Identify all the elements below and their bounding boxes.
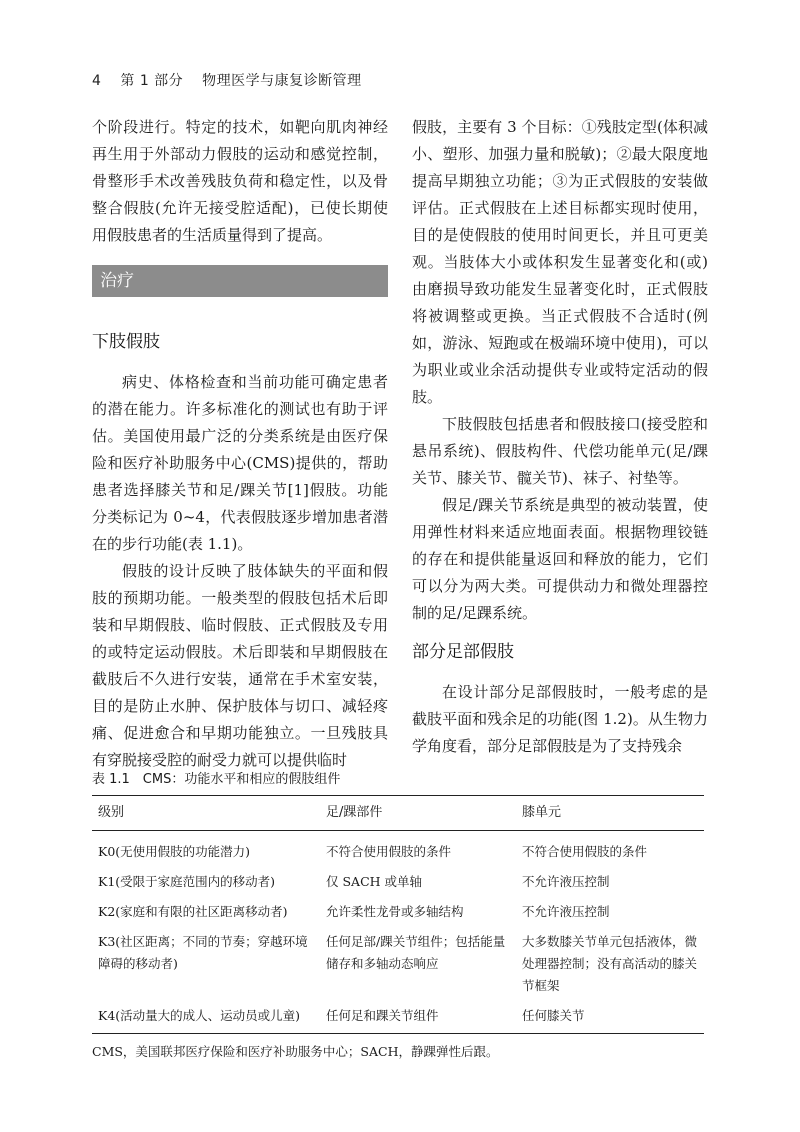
- table-cell: K1(受限于家庭范围内的移动者): [98, 874, 276, 889]
- body-paragraph: 假足/踝关节系统是典型的被动装置，使用弹性材料来适应地面表面。根据物理铰链的存在和提供能量返回和释放的能力，它们可以分为两大类。可提供动力和微处理器控制的足/足踝系统。: [412, 496, 708, 622]
- column-header-knee-unit: 膝单元: [522, 805, 562, 820]
- right-column: [412, 114, 708, 760]
- table-cell: K4(活动量大的成人、运动员或儿童): [98, 1008, 301, 1023]
- table-cell: 不允许液压控制: [522, 874, 610, 889]
- table-cell: 不允许液压控制: [522, 904, 610, 919]
- table-footnote: CMS，美国联邦医疗保险和医疗补助服务中心；SACH，静踝弹性后跟。: [92, 1044, 499, 1059]
- table-cell: 不符合使用假肢的条件: [522, 844, 648, 859]
- body-paragraph: 在设计部分足部假肢时，一般考虑的是截肢平面和残余足的功能(图 1.2)。从生物力学角度看，部分足部假肢是为了支持残余: [412, 683, 708, 755]
- table-row: [92, 831, 704, 870]
- table-cell: K2(家庭和有限的社区距离移动者): [98, 904, 288, 919]
- table-row: [92, 1003, 704, 1034]
- table-cell: 任何足部/踝关节组件；包括能量储存和多轴动态响应: [326, 934, 506, 971]
- body-paragraph: 假肢的设计反映了肢体缺失的平面和假肢的预期功能。一般类型的假肢包括术后即装和早期假肢、临时假肢、正式假肢及专用的或特定运动假肢。术后即装和早期假肢在截肢后不久进行安装，通常在手术室安装，目的是防止水肿、保护肢体与切口、减轻疼痛、促进愈合和早期功能独立。一旦残肢具有穿脱接受腔的耐受力就可以提供临时: [92, 562, 388, 769]
- table-row: [92, 929, 704, 1003]
- part-label: 第 1 部分: [120, 73, 184, 89]
- table-cell: K0(无使用假肢的功能潜力): [98, 844, 251, 859]
- table-1-1: [92, 768, 704, 1060]
- body-paragraph: 下肢假肢包括患者和假肢接口(接受腔和悬吊系统)、假肢构件、代偿功能单元(足/踝关节、膝关节、髋关节)、袜子、衬垫等。: [412, 415, 708, 487]
- table-row: [92, 899, 704, 929]
- table-caption: 表 1.1 CMS：功能水平和相应的假肢组件: [92, 772, 341, 787]
- table-cell: 大多数膝关节单元包括液体，微处理器控制；没有高活动的膝关节框架: [522, 934, 698, 993]
- table-cell: 不符合使用假肢的条件: [326, 844, 452, 859]
- subsection-heading-lower-limb: 下肢假肢: [92, 332, 160, 352]
- page-number: 4: [92, 73, 102, 89]
- table-cell: 仅 SACH 或单轴: [326, 874, 423, 889]
- table-cell: 任何足和踝关节组件: [326, 1008, 439, 1023]
- column-header-foot-ankle: 足/踝部件: [326, 805, 383, 820]
- table-row: [92, 869, 704, 899]
- section-heading-treatment: 治疗: [92, 265, 388, 297]
- intro-paragraph: 个阶段进行。特定的技术，如靶向肌肉神经再生用于外部动力假肢的运动和感觉控制，骨整形手术改善残肢负荷和稳定性，以及骨整合假肢(允许无接受腔适配)，已使长期使用假肢患者的生活质量得到了提高。: [92, 118, 388, 244]
- subsection-heading-partial-foot: 部分足部假肢: [412, 642, 514, 662]
- column-header-level: 级别: [98, 805, 125, 820]
- table-header-row: [92, 796, 704, 831]
- cms-functional-level-table: [92, 795, 704, 1034]
- body-paragraph: 病史、体格检查和当前功能可确定患者的潜在能力。许多标准化的测试也有助于评估。美国使用最广泛的分类系统是由医疗保险和医疗补助服务中心(CMS)提供的，帮助患者选择膝关节和足/踝关节[1]假肢。功能分类标记为 0~4，代表假肢逐步增加患者潜在的步行功能(表 1.1)。: [92, 373, 388, 553]
- table-cell: K3(社区距离；不同的节奏；穿越环境障碍的移动者): [98, 934, 308, 971]
- book-title: 物理医学与康复诊断管理: [202, 73, 362, 89]
- running-header: [92, 70, 362, 90]
- table-cell: 允许柔性龙骨或多轴结构: [326, 904, 464, 919]
- left-column: [92, 114, 388, 774]
- table-cell: 任何膝关节: [522, 1008, 585, 1023]
- body-paragraph: 假肢，主要有 3 个目标：①残肢定型(体积减小、塑形、加强力量和脱敏)；②最大限度地提高早期独立功能；③为正式假肢的安装做评估。正式假肢在上述目标都实现时使用，目的是使假肢的使用时间更长，并且可更美观。当肢体大小或体积发生显著变化和(或)由磨损导致功能发生显著变化时，正式假肢将被调整或更换。当正式假肢不合适时(例如，游泳、短跑或在极端环境中使用)，可以为职业或业余活动提供专业或特定活动的假肢。: [412, 118, 708, 406]
